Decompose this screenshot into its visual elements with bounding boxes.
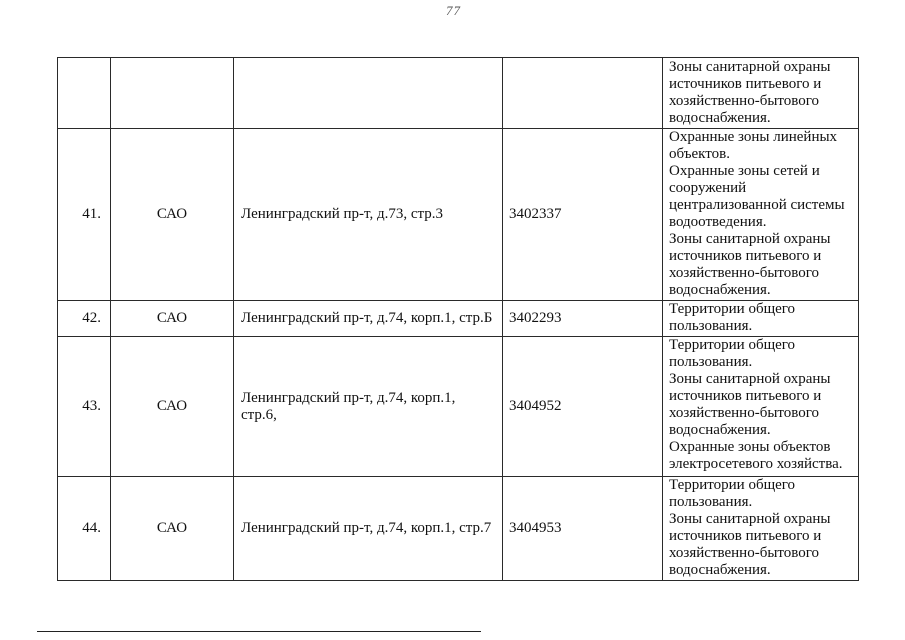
zone-line: Охранные зоны сетей и bbox=[669, 163, 820, 179]
address-text bbox=[241, 520, 502, 537]
code-cell: 3404952 bbox=[503, 337, 663, 477]
zone-line: источников питьевого и bbox=[669, 248, 822, 264]
zone-line: централизованной системы bbox=[669, 197, 845, 213]
address-line: Ленинградский пр-т, д.73, стр.3 bbox=[241, 206, 443, 222]
district-cell: САО bbox=[111, 477, 234, 581]
zone-line: водоснабжения. bbox=[669, 282, 771, 298]
zone-line: пользования. bbox=[669, 318, 753, 334]
district-cell: САО bbox=[111, 301, 234, 337]
zones-cell bbox=[663, 58, 859, 129]
table-row bbox=[58, 129, 859, 301]
zones-text bbox=[669, 129, 858, 299]
table-row-continuation bbox=[58, 58, 859, 129]
zone-line: водоотведения. bbox=[669, 214, 767, 230]
zones-cell bbox=[663, 129, 859, 301]
zone-line: Территории общего bbox=[669, 477, 796, 493]
district-cell: САО bbox=[111, 337, 234, 477]
address-text bbox=[241, 206, 502, 223]
district-cell: САО bbox=[111, 129, 234, 301]
zone-line: водоснабжения. bbox=[669, 110, 771, 126]
zone-line: Территории общего bbox=[669, 337, 796, 353]
zone-line: объектов. bbox=[669, 146, 730, 162]
zone-line: источников питьевого и bbox=[669, 76, 822, 92]
zone-line: водоснабжения. bbox=[669, 422, 771, 438]
address-line: Ленинградский пр-т, д.74, корп.1, стр.Б bbox=[241, 310, 493, 326]
row-number-cell: 43. bbox=[58, 337, 111, 477]
zone-line: хозяйственно-бытового bbox=[669, 405, 820, 421]
address-text bbox=[241, 390, 502, 424]
row-number-cell: 42. bbox=[58, 301, 111, 337]
zones-text bbox=[669, 337, 858, 473]
address-line: Ленинградский пр-т, д.74, корп.1, стр.7 bbox=[241, 520, 492, 536]
zone-line: Охранные зоны линейных bbox=[669, 129, 838, 145]
zone-line: Охранные зоны объектов bbox=[669, 439, 831, 455]
zone-line: хозяйственно-бытового bbox=[669, 545, 820, 561]
zone-line: источников питьевого и bbox=[669, 528, 822, 544]
zone-line: пользования. bbox=[669, 494, 753, 510]
district-cell bbox=[111, 58, 234, 129]
zones-table bbox=[57, 57, 859, 581]
code-cell: 3404953 bbox=[503, 477, 663, 581]
address-cell bbox=[234, 58, 503, 129]
zone-line: Зоны санитарной охраны bbox=[669, 59, 831, 75]
zone-line: Зоны санитарной охраны bbox=[669, 231, 831, 247]
address-cell bbox=[234, 129, 503, 301]
address-cell bbox=[234, 477, 503, 581]
table-row bbox=[58, 477, 859, 581]
zone-line: пользования. bbox=[669, 354, 753, 370]
zone-line: электросетевого хозяйства. bbox=[669, 456, 843, 472]
address-text bbox=[241, 310, 502, 327]
row-number-cell: 41. bbox=[58, 129, 111, 301]
table-row bbox=[58, 301, 859, 337]
zone-line: Территории общего bbox=[669, 301, 796, 317]
row-number-cell bbox=[58, 58, 111, 129]
zones-text bbox=[669, 301, 858, 335]
code-cell: 3402293 bbox=[503, 301, 663, 337]
code-cell bbox=[503, 58, 663, 129]
footnote-divider bbox=[37, 631, 481, 632]
zones-cell bbox=[663, 301, 859, 337]
zones-text bbox=[669, 59, 858, 127]
zone-line: сооружений bbox=[669, 180, 747, 196]
zones-text bbox=[669, 477, 858, 579]
zones-cell bbox=[663, 477, 859, 581]
address-line: стр.6, bbox=[241, 406, 277, 423]
row-number-cell: 44. bbox=[58, 477, 111, 581]
address-cell bbox=[234, 301, 503, 337]
zone-line: Зоны санитарной охраны bbox=[669, 371, 831, 387]
zones-cell bbox=[663, 337, 859, 477]
address-cell bbox=[234, 337, 503, 477]
zone-line: источников питьевого и bbox=[669, 388, 822, 404]
zone-line: водоснабжения. bbox=[669, 562, 771, 578]
zone-line: Зоны санитарной охраны bbox=[669, 511, 831, 527]
code-cell: 3402337 bbox=[503, 129, 663, 301]
address-line: Ленинградский пр-т, д.74, корп.1, bbox=[241, 389, 456, 406]
zone-line: хозяйственно-бытового bbox=[669, 93, 820, 109]
table-row bbox=[58, 337, 859, 477]
page-number: 77 bbox=[446, 3, 461, 18]
zone-line: хозяйственно-бытового bbox=[669, 265, 820, 281]
